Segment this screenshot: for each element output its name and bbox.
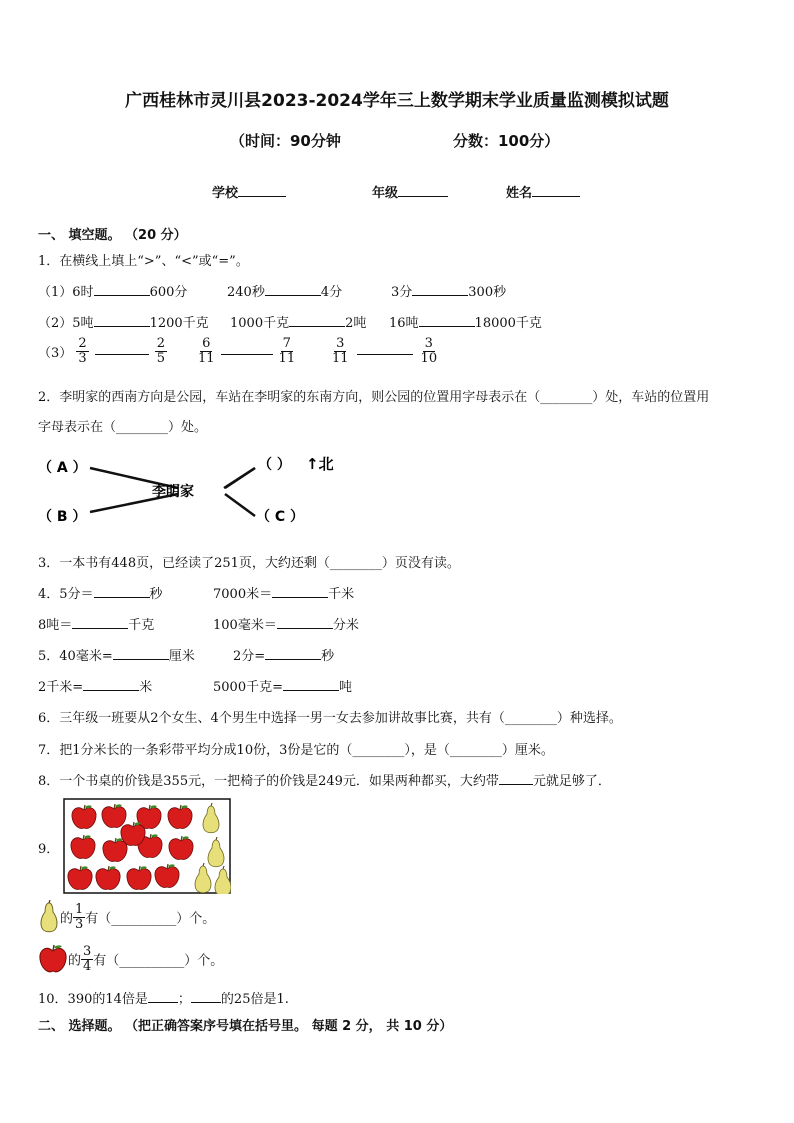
q1-row3-part2 xyxy=(198,337,295,366)
q4-item2: 7000米＝ 千米 xyxy=(213,587,355,602)
q4-item4: 100毫米＝ 分米 xyxy=(213,618,359,633)
fraction: $\frac{3}{11}$ xyxy=(332,336,349,366)
q1-r2-right3: 18000千克 xyxy=(474,316,542,331)
q4-item3: 8吨＝ 千克 xyxy=(38,618,155,633)
q1-r1-left2: 240秒 xyxy=(227,285,265,300)
q3: 3．一本书有448页，已经读了251页，大约还剩（________）页没有读。 xyxy=(38,556,460,571)
name-label: 姓名 xyxy=(506,186,533,201)
q1-r1-right2: 4分 xyxy=(320,285,343,300)
section1-heading: 一、 填空题。 （20 分） xyxy=(38,228,187,243)
q9-pear-line: 的 $\frac{1}{3}$ 有（__________）个。 xyxy=(38,900,215,934)
q1-row2-part2 xyxy=(230,312,366,331)
grade-label: 年级 xyxy=(372,186,399,201)
time-label: （时间：90分钟 xyxy=(230,132,341,150)
q2-line1: 2．李明家的西南方向是公园，车站在李明家的东南方向，则公园的位置用字母表示在（________）处，车站的位置用 xyxy=(38,390,710,405)
fruit-picture xyxy=(63,798,231,894)
answer-blank[interactable] xyxy=(499,773,533,785)
north-indicator: ↑北 xyxy=(306,455,334,473)
q7: 7．把1分米长的一条彩带平均分成10份，3份是它的（________），是（________）厘米。 xyxy=(38,743,554,758)
q1-r2-left3: 16吨 xyxy=(389,316,419,331)
answer-blank[interactable] xyxy=(357,343,413,355)
answer-blank[interactable] xyxy=(265,648,321,660)
q1-r1-left1: 6时 xyxy=(72,285,94,300)
fraction: $\frac{3}{10}$ xyxy=(420,336,438,366)
q8: 8．一个书桌的价钱是355元，一把椅子的价钱是249元．如果两种都买，大约带 元就足够了． xyxy=(38,774,611,789)
grade-blank[interactable] xyxy=(398,185,448,197)
answer-blank[interactable] xyxy=(277,617,333,629)
apple-icon xyxy=(38,943,68,975)
label-a: （ A ） xyxy=(38,460,87,476)
apple-icon xyxy=(71,835,95,858)
q1-r1-right3: 300秒 xyxy=(468,285,507,300)
label-c: （ C ） xyxy=(256,509,305,525)
q1-row1-part2 xyxy=(227,281,342,300)
q1-r2-right2: 2吨 xyxy=(345,316,367,331)
answer-blank[interactable] xyxy=(83,679,139,691)
q1-row3-part3 xyxy=(332,337,437,366)
q10: 10．390的14倍是 ； 的25倍是1. xyxy=(38,992,289,1007)
apple-icon xyxy=(155,864,179,887)
q9-label: 9． xyxy=(38,842,60,857)
q1-row2-part3 xyxy=(389,312,542,331)
answer-blank[interactable] xyxy=(72,617,128,629)
row-label: （3） xyxy=(38,346,73,361)
pear-icon xyxy=(38,900,60,934)
q9-apple-line: 的 $\frac{3}{4}$ 有（__________）个。 xyxy=(38,943,223,975)
q1-stem: 1．在横线上填上“>”、“<”或“=”。 xyxy=(38,254,249,269)
q5-item4: 5000千克= 吨 xyxy=(213,680,352,695)
answer-blank[interactable] xyxy=(412,284,468,296)
q5-item1: 5．40毫米= 厘米 xyxy=(38,649,195,664)
answer-blank[interactable] xyxy=(94,586,150,598)
school-label: 学校 xyxy=(212,186,239,201)
answer-blank[interactable] xyxy=(95,343,149,355)
center-label: 李明家 xyxy=(152,484,194,500)
grade-field[interactable] xyxy=(372,182,448,201)
q1-row2 xyxy=(38,312,209,331)
q1-row1-part3 xyxy=(391,281,506,300)
apple-icon xyxy=(72,805,96,828)
answer-blank[interactable] xyxy=(419,315,475,327)
school-field[interactable] xyxy=(212,182,286,201)
school-blank[interactable] xyxy=(238,185,286,197)
fraction: $\frac{3}{4}$ xyxy=(83,943,92,974)
answer-blank[interactable] xyxy=(283,679,339,691)
fraction: $\frac{7}{11}$ xyxy=(278,336,296,366)
answer-blank[interactable] xyxy=(94,315,150,327)
label-blank: （ ） xyxy=(258,457,291,473)
apple-icon xyxy=(168,805,192,828)
q1-r1-left3: 3分 xyxy=(391,285,413,300)
row-label: （2） xyxy=(38,316,73,331)
apple-icon xyxy=(127,866,151,889)
q5-item2: 2分= 秒 xyxy=(233,649,335,664)
line-c xyxy=(225,494,255,516)
apple-icon xyxy=(102,804,126,827)
name-blank[interactable] xyxy=(532,185,580,197)
answer-blank[interactable] xyxy=(272,586,328,598)
page-title: 广西桂林市灵川县2023-2024学年三上数学期末学业质量监测模拟试题 xyxy=(125,91,669,111)
section2-heading: 二、 选择题。 （把正确答案序号填在括号里。 每题 2 分， 共 10 分） xyxy=(38,1019,453,1034)
name-field[interactable] xyxy=(506,182,580,201)
answer-blank[interactable] xyxy=(113,648,169,660)
q2-line2: 字母表示在（________）处。 xyxy=(38,420,208,435)
apple-icon xyxy=(121,822,145,845)
q1-r2-left1: 5吨 xyxy=(72,316,94,331)
answer-blank[interactable] xyxy=(94,284,150,296)
q1-r1-right1: 600分 xyxy=(149,285,188,300)
label-b: （ B ） xyxy=(38,509,87,525)
q1-row3 xyxy=(38,337,167,366)
q1-r2-left2: 1000千克 xyxy=(230,316,290,331)
fraction: $\frac{2}{5}$ xyxy=(156,336,165,366)
fraction: $\frac{2}{3}$ xyxy=(78,336,87,366)
answer-blank[interactable] xyxy=(148,991,178,1003)
apple-icon xyxy=(68,866,92,889)
score-label: 分数：100分） xyxy=(453,132,560,150)
answer-blank[interactable] xyxy=(221,343,273,355)
row-label: （1） xyxy=(38,285,73,300)
q1-r2-right1: 1200千克 xyxy=(149,316,209,331)
q1-row1 xyxy=(38,281,187,300)
answer-blank[interactable] xyxy=(289,315,345,327)
apple-icon xyxy=(96,866,120,889)
fraction: $\frac{1}{3}$ xyxy=(75,901,84,932)
direction-diagram xyxy=(30,448,350,532)
apple-icon xyxy=(169,836,193,859)
q5-item3: 2千米= 米 xyxy=(38,680,153,695)
q4-item1: 4．5分＝ 秒 xyxy=(38,587,163,602)
answer-blank[interactable] xyxy=(191,991,221,1003)
q6: 6．三年级一班要从2个女生、4个男生中选择一男一女去参加讲故事比赛，共有（________）种选择。 xyxy=(38,711,622,726)
answer-blank[interactable] xyxy=(265,284,321,296)
fraction: $\frac{6}{11}$ xyxy=(198,336,215,366)
